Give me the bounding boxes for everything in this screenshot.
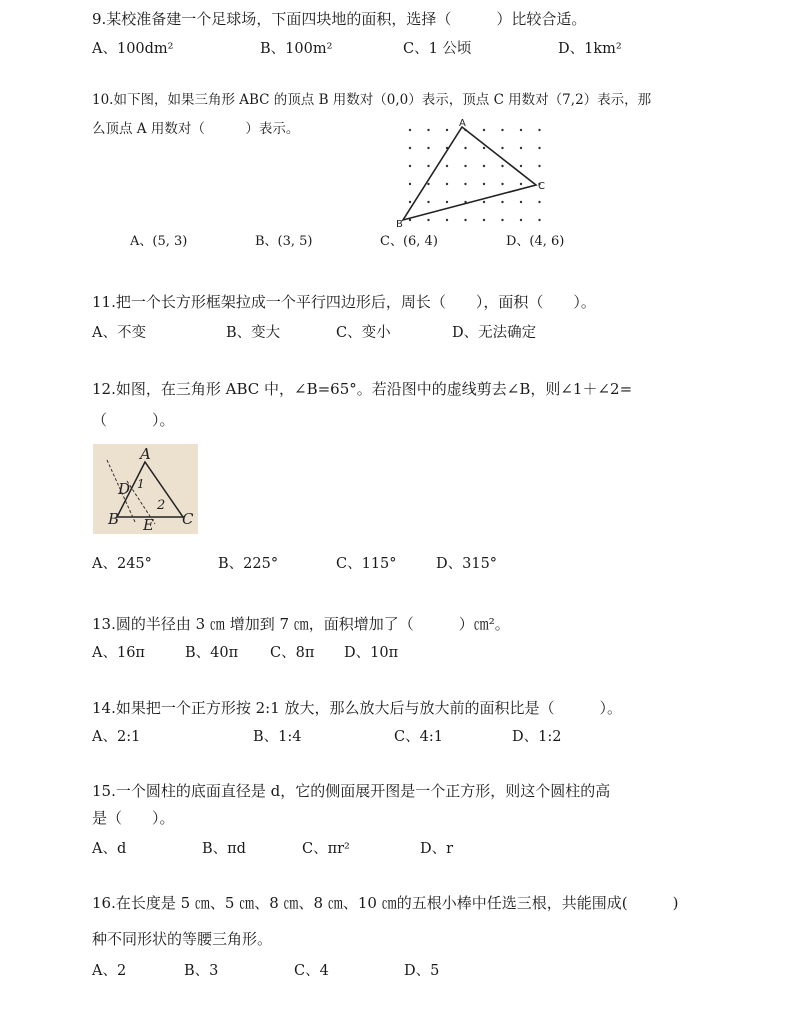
q9-option-b: B、100m² [260, 41, 333, 57]
q15-text-line2: 是（ ）。 [92, 809, 175, 827]
grid-dot [409, 201, 411, 203]
grid-dot [538, 147, 540, 149]
grid-dot [538, 201, 540, 203]
grid-dot [446, 201, 448, 203]
grid-dot [501, 129, 503, 131]
q10-vertex-c: C [538, 181, 545, 192]
q10-vertex-b: B [396, 219, 403, 230]
grid-dot [464, 165, 466, 167]
grid-dot [538, 165, 540, 167]
q12-label-b: B [108, 510, 120, 528]
grid-dot [427, 147, 429, 149]
grid-dot [501, 201, 503, 203]
grid-dot [483, 183, 485, 185]
grid-dot [501, 219, 503, 221]
q10-option-b: B、(3, 5) [255, 234, 313, 249]
q11-option-b: B、变大 [226, 325, 281, 341]
grid-dot [464, 219, 466, 221]
q15-option-a: A、d [92, 841, 127, 857]
q15-option-b: B、πd [202, 841, 246, 857]
grid-dot [501, 183, 503, 185]
q11-option-d: D、无法确定 [452, 325, 537, 341]
grid-dot [538, 129, 540, 131]
grid-dot [520, 183, 522, 185]
grid-dot [501, 165, 503, 167]
grid-dot [464, 147, 466, 149]
grid-dot [427, 129, 429, 131]
q9-text: 9.某校准备建一个足球场，下面四块地的面积，选择（ ）比较合适。 [92, 10, 587, 28]
q16-option-a: A、2 [92, 963, 127, 979]
q12-option-a: A、245° [92, 556, 152, 572]
q10-vertex-a: A [459, 118, 466, 129]
q9-option-a: A、100dm² [92, 41, 174, 57]
grid-dot [427, 201, 429, 203]
q10-grid-figure [392, 116, 556, 230]
q12-label-a: A [140, 445, 151, 463]
q16-option-b: B、3 [184, 963, 219, 979]
q12-option-c: C、115° [336, 556, 397, 572]
q12-label-e: E [143, 516, 154, 534]
triangle-abc [403, 127, 536, 220]
q13-option-d: D、10π [344, 645, 399, 661]
grid-dot [409, 165, 411, 167]
q12-option-d: D、315° [436, 556, 498, 572]
grid-dot [446, 183, 448, 185]
q14-option-a: A、2:1 [92, 729, 141, 745]
grid-dot [520, 201, 522, 203]
q10-option-c: C、(6, 4) [380, 234, 438, 249]
q10-option-a: A、(5, 3) [130, 234, 188, 249]
q16-option-c: C、4 [294, 963, 329, 979]
grid-dot [483, 201, 485, 203]
q11-text: 11.把一个长方形框架拉成一个平行四边形后，周长（ ），面积（ ）。 [92, 293, 596, 311]
grid-dot [409, 129, 411, 131]
grid-dot [483, 165, 485, 167]
q14-text: 14.如果把一个正方形按 2:1 放大，那么放大后与放大前的面积比是（ ）。 [92, 699, 623, 717]
q12-triangle-photo [93, 444, 198, 534]
grid-dot [464, 183, 466, 185]
q11-option-a: A、不变 [92, 325, 146, 341]
q10-option-d: D、(4, 6) [506, 234, 565, 249]
grid-dot [483, 129, 485, 131]
grid-dot [538, 219, 540, 221]
q13-option-c: C、8π [270, 645, 315, 661]
q10-text-line2: 么顶点 A 用数对（ ）表示。 [92, 121, 300, 137]
grid-dot [446, 129, 448, 131]
q9-option-d: D、1km² [558, 41, 622, 57]
q16-text-line2: 种不同形状的等腰三角形。 [92, 930, 273, 948]
q16-text-line1: 16.在长度是 5 ㎝、5 ㎝、8 ㎝、8 ㎝、10 ㎝的五根小棒中任选三根，共能围成( ) [92, 894, 679, 912]
q12-option-b: B、225° [218, 556, 279, 572]
q14-option-b: B、1:4 [253, 729, 302, 745]
q11-option-c: C、变小 [336, 325, 391, 341]
q16-option-d: D、5 [404, 963, 440, 979]
q12-label-c: C [182, 510, 194, 528]
q9-option-c: C、1 公顷 [403, 41, 472, 57]
q15-option-c: C、πr² [302, 841, 350, 857]
q10-text-line1: 10.如下图，如果三角形 ABC 的顶点 B 用数对（0,0）表示，顶点 C 用数对（7,2）表示，那 [92, 92, 652, 108]
q12-text-line2: （ ）。 [92, 411, 175, 429]
grid-dot [520, 219, 522, 221]
q14-option-c: C、4:1 [394, 729, 443, 745]
grid-dot [520, 129, 522, 131]
grid-dot [427, 183, 429, 185]
q15-text-line1: 15.一个圆柱的底面直径是 d，它的侧面展开图是一个正方形，则这个圆柱的高 [92, 782, 611, 800]
grid-dot [520, 165, 522, 167]
grid-dot [409, 147, 411, 149]
grid-dot [520, 147, 522, 149]
q12-label-d: D [118, 480, 131, 498]
grid-dot [501, 147, 503, 149]
grid-dot [446, 165, 448, 167]
grid-dot [427, 219, 429, 221]
q12-label-angle2: 2 [157, 498, 166, 513]
grid-dot [446, 219, 448, 221]
q13-text: 13.圆的半径由 3 ㎝ 增加到 7 ㎝，面积增加了（ ）㎝²。 [92, 615, 510, 633]
q12-label-angle1: 1 [137, 477, 145, 491]
grid-dot [427, 165, 429, 167]
q14-option-d: D、1:2 [512, 729, 562, 745]
grid-dot [409, 183, 411, 185]
q13-option-b: B、40π [185, 645, 239, 661]
grid-dot [483, 147, 485, 149]
q13-option-a: A、16π [92, 645, 145, 661]
grid-dot [483, 219, 485, 221]
q12-text-line1: 12.如图，在三角形 ABC 中，∠B=65°。若沿图中的虚线剪去∠B，则∠1＋∠2= [92, 380, 633, 398]
q15-option-d: D、r [420, 841, 454, 857]
